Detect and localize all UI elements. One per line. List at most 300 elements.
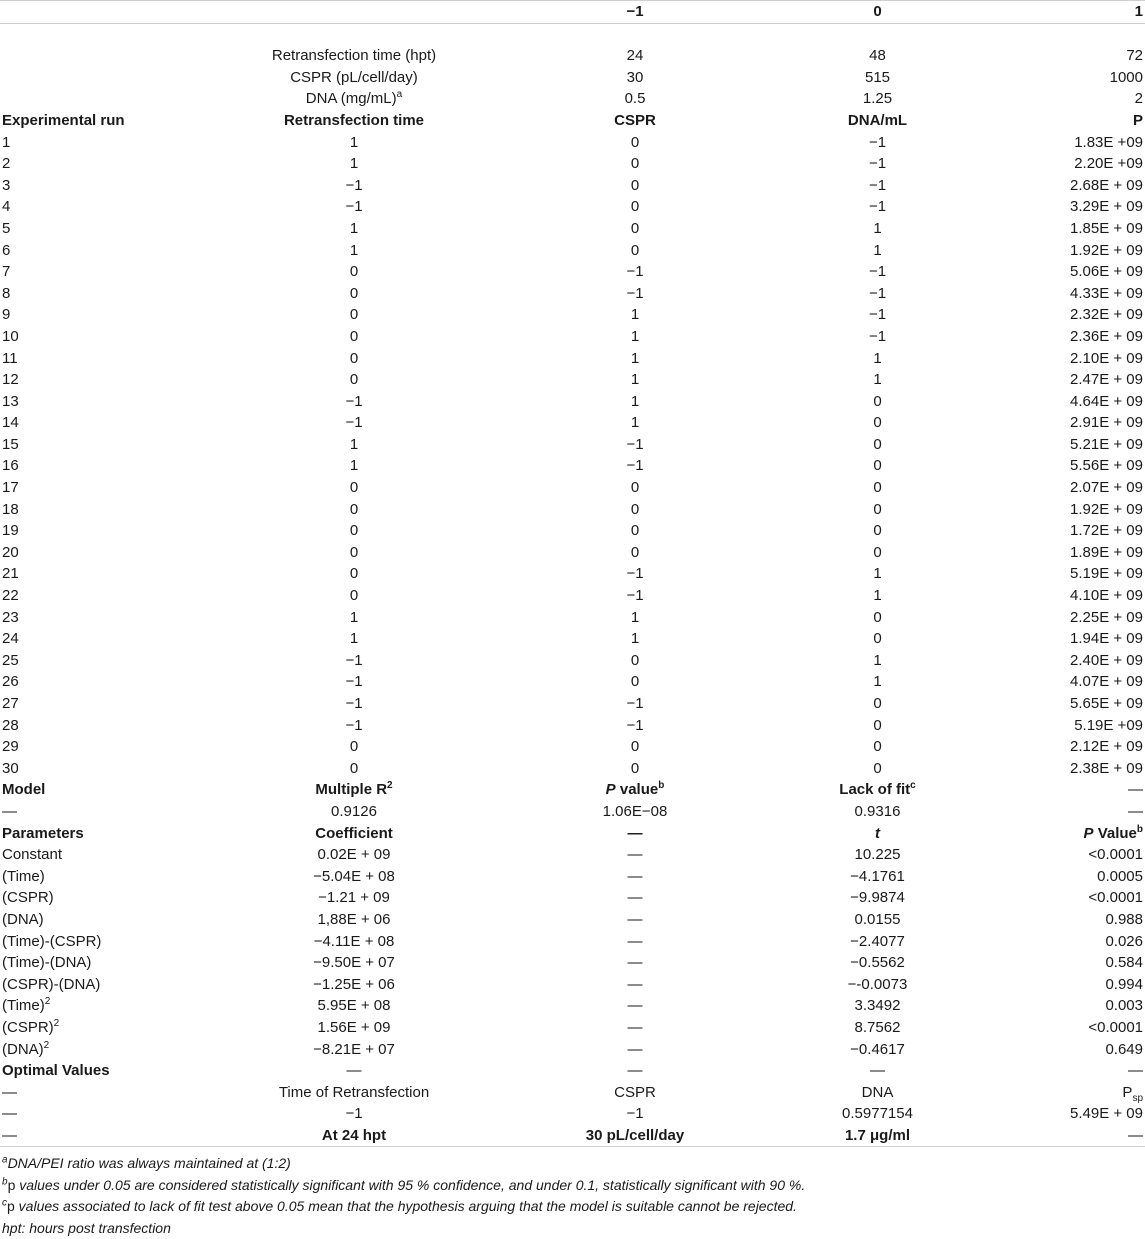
run-cell: 18	[2, 500, 19, 518]
run-cell: 0	[349, 738, 359, 756]
t-value-cell: −9.9874	[850, 889, 905, 907]
run-cell: 1	[873, 565, 882, 583]
run-cell: −1	[345, 414, 363, 432]
t-value-cell: −0.4617	[850, 1040, 905, 1058]
model-value-cell: —	[1128, 802, 1143, 820]
table-row	[0, 866, 1145, 888]
lack-of-fit-header	[755, 779, 1000, 801]
table-row	[0, 650, 1145, 672]
table-row	[0, 348, 1145, 370]
optimal-header-dash: —	[346, 1062, 362, 1080]
runs-header-row	[0, 110, 1145, 132]
optimal-header-dash: —	[1128, 1062, 1143, 1080]
factor-empty-cell	[0, 88, 193, 110]
model-value-cell: 1.06E−08	[602, 802, 668, 820]
factor-label-text: DNA (mg/mL)	[305, 90, 397, 108]
run-cell: 1	[630, 371, 640, 389]
squared-exponent: 2	[53, 1017, 60, 1029]
run-cell: 0	[873, 392, 882, 410]
run-cell: −1	[868, 155, 887, 173]
dash-cell: —	[627, 975, 643, 993]
run-cell: 24	[2, 630, 19, 648]
run-cell: 1	[630, 414, 640, 432]
factor-empty-cell	[0, 45, 193, 67]
run-cell: 0	[873, 608, 882, 626]
run-cell: −1	[345, 716, 363, 734]
run-cell: 5.19E +09	[1074, 716, 1143, 734]
t-value-cell: 0.0155	[854, 910, 901, 928]
run-cell: −1	[868, 133, 887, 151]
table-row	[0, 931, 1145, 953]
run-cell: 0	[630, 522, 640, 540]
table-row	[0, 304, 1145, 326]
run-cell: 0	[873, 738, 882, 756]
table-row	[0, 132, 1145, 154]
run-cell: 1.89E + 09	[1070, 543, 1143, 561]
factor-row	[0, 67, 1145, 89]
run-cell: −1	[626, 695, 644, 712]
p-italic: P	[605, 781, 616, 799]
run-cell: 1	[630, 608, 640, 626]
run-cell: 20	[2, 543, 19, 561]
table-row	[0, 520, 1145, 542]
parameter-name	[0, 974, 193, 996]
footnote-line	[2, 1153, 1145, 1175]
factor-row	[0, 88, 1145, 110]
run-cell: 19	[2, 522, 19, 540]
dash-cell: —	[627, 997, 643, 1015]
run-cell: 1	[873, 219, 882, 237]
table-row	[0, 628, 1145, 650]
factor-label	[193, 67, 515, 89]
optimal-label-cell: —	[2, 1083, 17, 1101]
t-value-cell: −0.5562	[850, 954, 905, 972]
factor-level-value: 30	[626, 68, 644, 86]
optimal-label-cell: Time of Retransfection	[278, 1083, 430, 1101]
run-cell: −1	[345, 673, 363, 691]
table-row	[0, 218, 1145, 240]
dash-cell: —	[627, 954, 643, 972]
coefficient-cell: 1.56E + 09	[317, 1018, 391, 1036]
runs-header-cell: P	[1132, 111, 1143, 129]
run-cell: 1	[873, 673, 882, 691]
run-cell: −1	[626, 716, 644, 734]
footnote-line	[2, 1218, 1145, 1239]
coefficient-cell: −1.21 + 09	[318, 889, 390, 907]
table-row	[0, 715, 1145, 737]
table-row	[0, 412, 1145, 434]
run-cell: 1	[349, 219, 359, 237]
run-cell: 4.64E + 09	[1070, 392, 1143, 410]
level-minus-one-header: −1	[515, 1, 755, 24]
model-value-cell: 0.9316	[854, 802, 901, 820]
run-cell: 5.65E + 09	[1070, 695, 1143, 712]
run-cell: −1	[345, 176, 363, 194]
dash-cell: —	[627, 1018, 643, 1036]
run-cell: 9	[2, 306, 11, 324]
footnote-text: values under 0.05 are considered statistically significant with 95 % confidence, and under 0.1, statistically significant with 90 %.	[15, 1176, 806, 1193]
run-cell: 21	[2, 565, 19, 583]
runs-header-cell: Retransfection time	[283, 111, 425, 129]
run-cell: 0	[873, 479, 882, 497]
footnote-text: hpt: hours post transfection	[2, 1219, 171, 1236]
t-header: t	[875, 824, 880, 842]
table-row	[0, 671, 1145, 693]
p-value-cell: <0.0001	[1088, 846, 1143, 864]
run-cell: 0	[349, 587, 359, 605]
multiple-r-text: Multiple R	[315, 781, 388, 799]
factor-label	[193, 88, 515, 110]
factor-label-text: Retransfection time (hpt)	[271, 47, 437, 65]
run-cell: 2.40E + 09	[1070, 651, 1143, 669]
parameter-name	[0, 866, 193, 888]
params-header-cell: Parameters	[2, 824, 84, 842]
level-one-header: 1	[1000, 1, 1145, 24]
run-cell: 29	[2, 738, 19, 756]
run-cell: 1	[630, 349, 640, 367]
t-value-cell: −2.4077	[850, 932, 905, 950]
value-text: Value	[1093, 824, 1137, 842]
parameter-name	[0, 931, 193, 953]
parameter-name-text: (CSPR)	[2, 889, 54, 907]
dash-cell: —	[627, 910, 643, 928]
optimal-actual-cell: 1.7 μg/ml	[755, 1125, 1000, 1147]
run-cell: 2	[2, 155, 11, 173]
factor-level-value: 0.5	[624, 90, 646, 108]
footnote-mark: c	[2, 1197, 7, 1209]
run-cell: 1.83E +09	[1074, 133, 1143, 151]
run-cell: 1	[349, 608, 359, 626]
run-cell: 5.56E + 09	[1070, 457, 1143, 475]
parameter-name	[0, 844, 193, 866]
run-cell: 1	[349, 457, 359, 475]
t-value-cell: 3.3492	[854, 997, 901, 1015]
run-cell: 5.06E + 09	[1070, 263, 1143, 281]
run-cell: 0	[630, 198, 640, 216]
multiple-r2-header	[193, 779, 515, 801]
run-cell: 1.92E + 09	[1070, 241, 1143, 259]
run-cell: 1	[349, 435, 359, 453]
run-cell: 0	[873, 759, 882, 777]
run-cell: 0	[630, 479, 640, 497]
run-cell: 0	[630, 133, 640, 151]
footnote-line	[2, 1175, 1145, 1197]
run-cell: 1	[873, 371, 882, 389]
footnote-mark-c: c	[910, 780, 916, 792]
run-cell: 27	[2, 695, 19, 712]
footnote-mark-b: b	[1136, 823, 1143, 835]
run-cell: −1	[868, 284, 887, 302]
run-cell: 0	[349, 327, 359, 345]
run-cell: 0	[630, 759, 640, 777]
squared-exponent: 2	[43, 1039, 50, 1051]
coefficient-cell: 5.95E + 08	[317, 997, 391, 1015]
parameter-name	[0, 1039, 193, 1061]
footnote-mark: b	[2, 1176, 8, 1188]
run-cell: 0	[873, 522, 882, 540]
run-cell: 0	[630, 241, 640, 259]
coefficient-cell: −9.50E + 07	[313, 954, 395, 972]
run-cell: 4.10E + 09	[1070, 587, 1143, 605]
optimal-header-row	[0, 1060, 1145, 1082]
coefficient-cell: 1,88E + 06	[317, 910, 391, 928]
table-row	[0, 974, 1145, 996]
run-cell: −1	[868, 263, 887, 281]
table-row	[0, 391, 1145, 413]
optimal-values-header: Optimal Values	[2, 1062, 110, 1080]
factor-row	[0, 45, 1145, 67]
p-value-cell: <0.0001	[1088, 1018, 1143, 1036]
parameter-name-text: (Time)	[2, 997, 45, 1015]
factor-level-value: 48	[869, 47, 886, 65]
p-value-cell: 0.584	[1105, 954, 1143, 972]
run-cell: 8	[2, 284, 11, 302]
p-value-cell: <0.0001	[1088, 889, 1143, 907]
run-cell: 28	[2, 716, 19, 734]
model-value-cell: 0.9126	[331, 802, 377, 820]
table-row	[0, 758, 1145, 780]
run-cell: 13	[2, 392, 19, 410]
optimal-header-dash: —	[627, 1062, 643, 1080]
optimal-coded-cell: −1	[345, 1105, 363, 1123]
run-cell: 1	[349, 630, 359, 648]
parameter-name-text: (Time)	[2, 867, 45, 885]
table-footnotes	[0, 1153, 1145, 1239]
optimal-label-cell: DNA	[861, 1083, 894, 1101]
levels-header-cell	[0, 1, 193, 24]
optimal-coded-cell: 5.49E + 09	[1070, 1105, 1143, 1123]
table-row	[0, 995, 1145, 1017]
run-cell: 1	[349, 133, 359, 151]
coefficient-cell: −8.21E + 07	[313, 1040, 395, 1058]
run-cell: 6	[2, 241, 11, 259]
run-cell: 1	[630, 327, 640, 345]
optimal-actual-row	[0, 1125, 1145, 1147]
run-cell: 2.25E + 09	[1070, 608, 1143, 626]
run-cell: 22	[2, 587, 19, 605]
footnote-mark-b: b	[658, 780, 665, 792]
run-cell: 1	[349, 241, 359, 259]
run-cell: 1	[630, 392, 640, 410]
optimal-coded-cell: —	[2, 1105, 17, 1123]
run-cell: 2.07E + 09	[1070, 479, 1143, 497]
run-cell: 1	[873, 587, 882, 605]
run-cell: −1	[345, 695, 363, 712]
parameter-name	[0, 887, 193, 909]
run-cell: 2.10E + 09	[1070, 349, 1143, 367]
run-cell: 5	[2, 219, 11, 237]
factor-label	[193, 45, 515, 67]
run-cell: 0	[873, 414, 882, 432]
table-row	[0, 736, 1145, 758]
run-cell: 0	[349, 522, 359, 540]
run-cell: 25	[2, 651, 19, 669]
run-cell: 0	[630, 673, 640, 691]
table-row	[0, 887, 1145, 909]
table-row	[0, 326, 1145, 348]
model-header-row	[0, 779, 1145, 801]
run-cell: 0	[873, 435, 882, 453]
run-cell: −1	[626, 457, 644, 475]
runs-header-cell: DNA/mL	[847, 111, 908, 129]
dash-cell: —	[627, 889, 643, 907]
run-cell: 17	[2, 479, 19, 497]
p-value-cell: 0.003	[1105, 997, 1143, 1015]
parameter-name-text: (Time)-(CSPR)	[2, 932, 102, 950]
run-cell: 0	[630, 738, 640, 756]
run-cell: 30	[2, 759, 19, 777]
p-italic: P	[1083, 824, 1094, 842]
table-row	[0, 261, 1145, 283]
table-row	[0, 909, 1145, 931]
table-row	[0, 1017, 1145, 1039]
run-cell: 3	[2, 176, 11, 194]
psp-label	[1000, 1082, 1145, 1104]
dash-cell: —	[627, 867, 643, 885]
run-cell: −1	[345, 392, 363, 410]
footnote-text: DNA/PEI ratio was always maintained at (1:2)	[7, 1155, 291, 1172]
run-cell: 0	[630, 155, 640, 173]
run-cell: 0	[349, 371, 359, 389]
model-header-cell: Model	[2, 781, 46, 799]
factor-empty-cell	[0, 67, 193, 89]
run-cell: 2.91E + 09	[1070, 414, 1143, 432]
dash-cell: —	[627, 1040, 643, 1058]
run-cell: −1	[345, 198, 363, 216]
run-cell: 2.47E + 09	[1070, 371, 1143, 389]
optimal-actual-cell: 30 pL/cell/day	[515, 1125, 755, 1147]
run-cell: 0	[630, 500, 640, 518]
run-cell: 1	[2, 133, 11, 151]
run-cell: 23	[2, 608, 19, 626]
optimal-actual-cell: —	[1000, 1125, 1145, 1147]
runs-header-cell: Experimental run	[2, 111, 125, 129]
run-cell: 7	[2, 263, 11, 281]
runs-header-cell: CSPR	[614, 111, 656, 129]
run-cell: 15	[2, 435, 19, 453]
p-value-header	[515, 779, 755, 801]
parameter-name-text: (CSPR)	[2, 1018, 54, 1036]
run-cell: −1	[626, 435, 644, 453]
params-dash-header: —	[627, 824, 643, 842]
p-value-cell: 0.649	[1105, 1040, 1143, 1058]
parameter-name-text: (DNA)	[2, 910, 44, 928]
psp-subscript: sp	[1132, 1092, 1143, 1104]
table-row	[0, 175, 1145, 197]
run-cell: 2.12E + 09	[1070, 738, 1143, 756]
footnote-text: values associated to lack of fit test above 0.05 mean that the hypothesis arguing that the model is suitable cannot be rejected.	[14, 1198, 797, 1215]
p-value-cell: 0.026	[1105, 932, 1143, 950]
run-cell: 1.92E + 09	[1070, 500, 1143, 518]
run-cell: 0	[630, 651, 640, 669]
footnote-lead: p	[7, 1176, 16, 1193]
run-cell: −1	[868, 176, 887, 194]
run-cell: 0	[630, 176, 640, 194]
run-cell: 1	[873, 349, 882, 367]
table-row	[0, 844, 1145, 866]
coefficient-cell: 0.02E + 09	[317, 846, 391, 864]
parameter-name	[0, 1017, 193, 1039]
run-cell: 0	[873, 457, 882, 475]
run-cell: 0	[873, 543, 882, 561]
table-row	[0, 542, 1145, 564]
psp-p: P	[1122, 1083, 1133, 1101]
table-row	[0, 585, 1145, 607]
run-cell: 0	[349, 759, 359, 777]
run-cell: 0	[349, 306, 359, 324]
p-value-cell: 0.994	[1105, 975, 1143, 993]
levels-header-row	[0, 1, 1145, 24]
table-row	[0, 607, 1145, 629]
factor-level-value: 24	[626, 47, 644, 65]
table-row	[0, 693, 1145, 715]
table-row	[0, 455, 1145, 477]
p-value-cell: 0.0005	[1097, 867, 1143, 885]
parameter-name-text: (DNA)	[2, 1040, 44, 1058]
level-zero-header: 0	[755, 1, 1000, 24]
table-row	[0, 240, 1145, 262]
run-cell: 12	[2, 371, 19, 389]
optimal-coded-cell: −1	[626, 1105, 644, 1123]
optimal-labels-row	[0, 1082, 1145, 1104]
run-cell: −1	[345, 651, 363, 669]
model-value-cell: —	[2, 802, 17, 820]
run-cell: 1	[630, 306, 640, 324]
p-value-cell: 0.988	[1105, 910, 1143, 928]
run-cell: 2.20E +09	[1074, 155, 1143, 173]
table-row	[0, 952, 1145, 974]
run-cell: 4.07E + 09	[1070, 673, 1143, 691]
run-cell: 0	[630, 219, 640, 237]
coefficient-header: Coefficient	[315, 824, 393, 842]
t-value-cell: −-0.0073	[847, 975, 908, 993]
footnote-mark: a	[2, 1154, 8, 1166]
run-cell: −1	[626, 284, 644, 302]
optimal-actual-cell: At 24 hpt	[193, 1125, 515, 1147]
dash-cell: —	[627, 932, 643, 950]
run-cell: 1.94E + 09	[1070, 630, 1143, 648]
run-cell: 1.85E + 09	[1070, 219, 1143, 237]
run-cell: −1	[626, 587, 644, 605]
model-values-row	[0, 801, 1145, 823]
run-cell: 0	[873, 716, 882, 734]
run-cell: 0	[873, 695, 882, 712]
parameter-name	[0, 909, 193, 931]
factor-level-value: 1.25	[862, 90, 893, 108]
levels-header-cell	[193, 1, 515, 24]
run-cell: 0	[630, 543, 640, 561]
t-value-cell: 8.7562	[854, 1018, 901, 1036]
run-cell: 0	[873, 630, 882, 648]
run-cell: 1	[349, 155, 359, 173]
parameter-name	[0, 995, 193, 1017]
optimal-header-dash: —	[870, 1062, 885, 1080]
table-row	[0, 1039, 1145, 1061]
run-cell: 5.19E + 09	[1070, 565, 1143, 583]
run-cell: 0	[349, 543, 359, 561]
optimal-coded-row	[0, 1103, 1145, 1125]
run-cell: 0	[873, 500, 882, 518]
t-value-cell: −4.1761	[850, 867, 905, 885]
p-value-header	[1000, 823, 1145, 845]
run-cell: 16	[2, 457, 19, 475]
run-cell: 0	[349, 263, 359, 281]
parameter-name-text: (Time)-(DNA)	[2, 954, 92, 972]
run-cell: 10	[2, 327, 19, 345]
spacer-row	[0, 23, 1145, 45]
r-squared-exponent: 2	[387, 780, 393, 792]
run-cell: 0	[349, 565, 359, 583]
